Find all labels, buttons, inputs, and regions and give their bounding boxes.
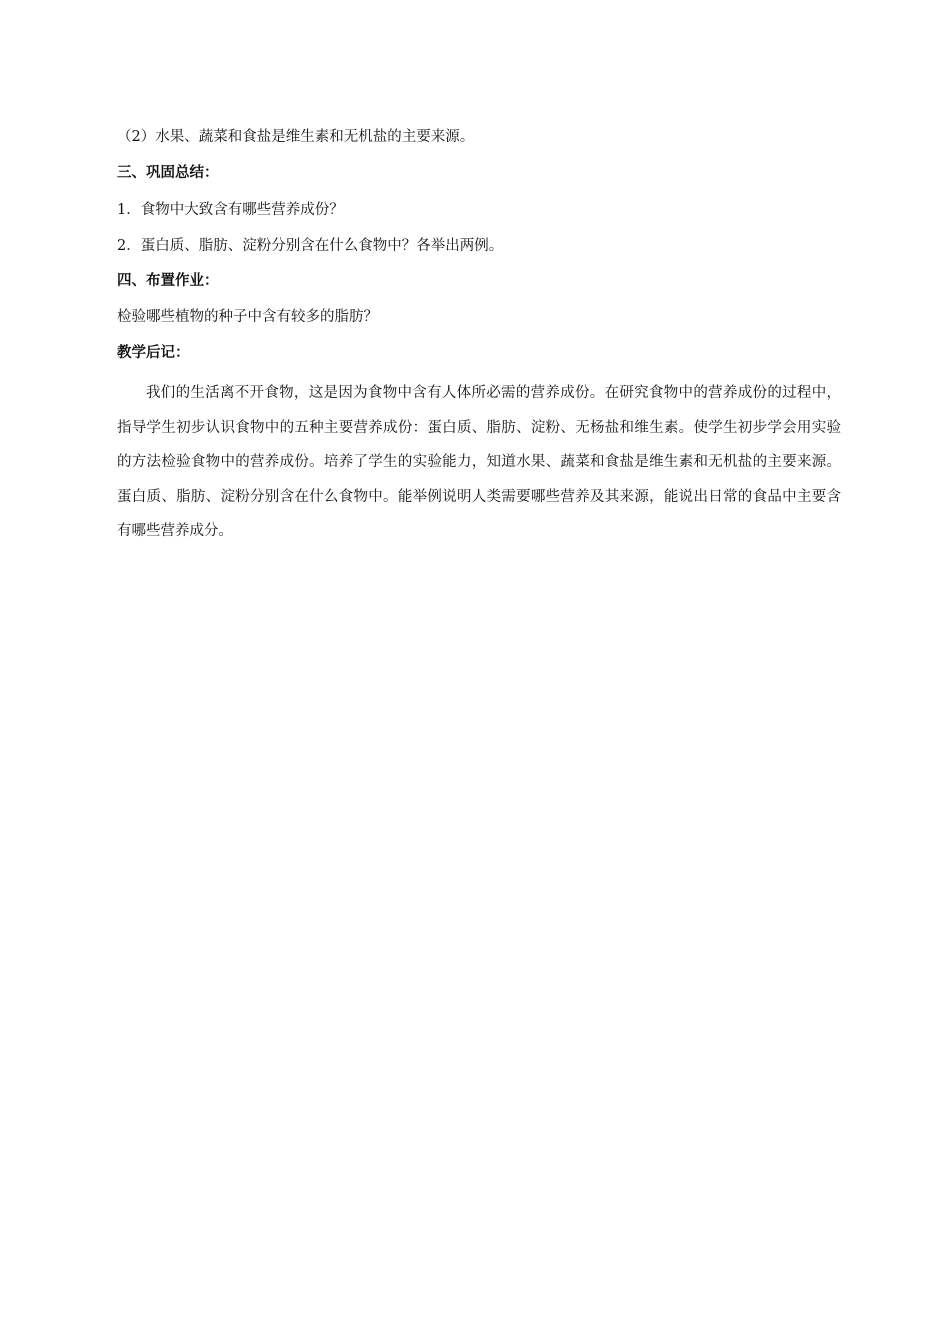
teaching-reflection-paragraph: 我们的生活离不开食物，这是因为食物中含有人体所必需的营养成份。在研究食物中的营养成份的过程中，指导学生初步认识食物中的五种主要营养成份：蛋白质、脂肪、淀粉、无杨盐和维生素。使学生初步学会用实验的方法检验食物中的营养成份。培养了学生的实验能力，知道水果、蔬菜和食盐是维生素和无机盐的主要来源。蛋白质、脂肪、淀粉分别含在什么食物中。能举例说明人类需要哪些营养及其来源，能说出日常的食品中主要含有哪些营养成分。: [117, 385, 841, 539]
heading-teaching-reflection: 教学后记：: [117, 344, 190, 361]
heading-consolidation-summary: 三、巩固总结：: [117, 164, 219, 181]
question-2: 2．蛋白质、脂肪、淀粉分别含在什么食物中？各举出两例。: [117, 238, 504, 254]
heading-homework: 四、布置作业：: [117, 272, 219, 289]
homework-text: 检验哪些植物的种子中含有较多的脂肪？: [117, 309, 378, 325]
text-line-sources: （2）水果、蔬菜和食盐是维生素和无机盐的主要来源。: [117, 129, 475, 145]
question-1: 1．食物中大致含有哪些营养成份？: [117, 202, 344, 218]
